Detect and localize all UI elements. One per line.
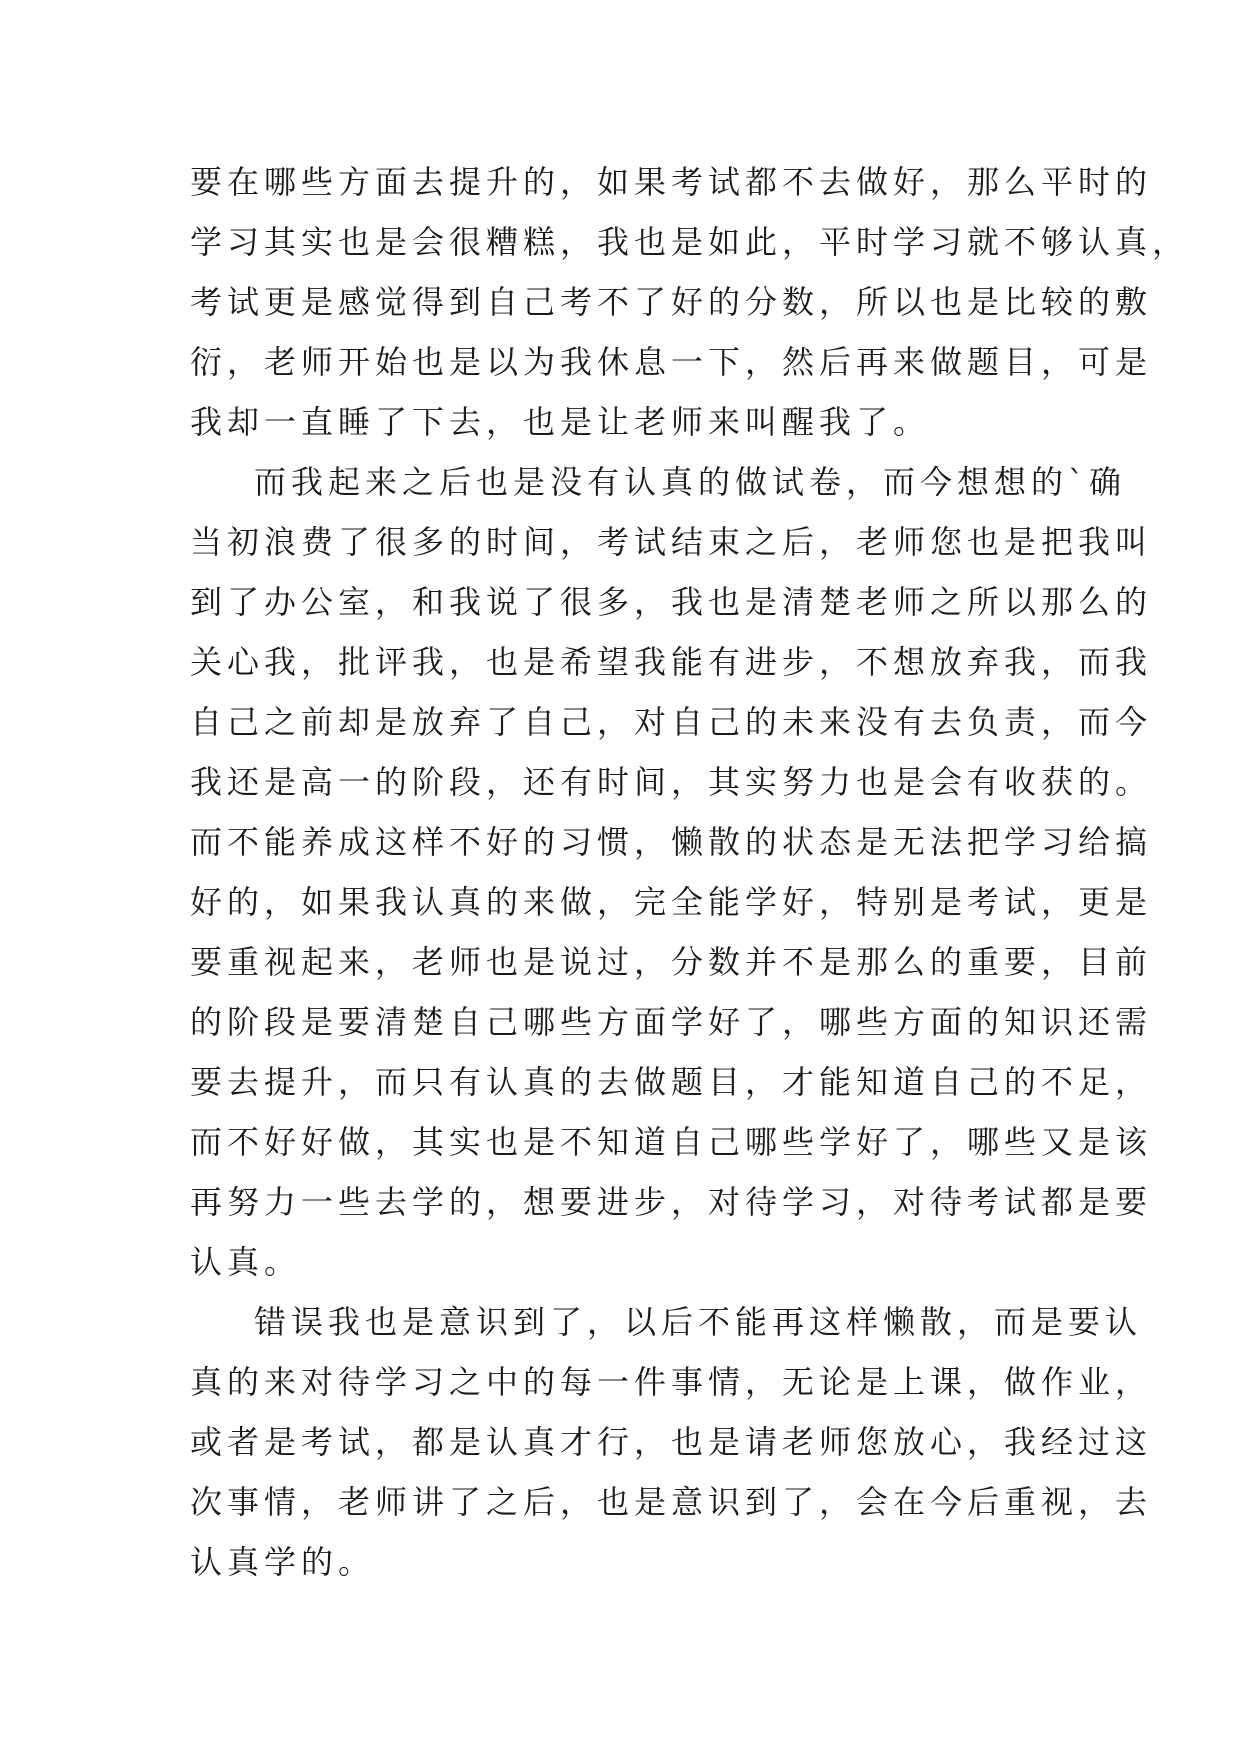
text-line: 错误我也是意识到了，以后不能再这样懒散，而是要认 (254, 1303, 1143, 1341)
text-line: 而我起来之后也是没有认真的做试卷，而今想想的`确 (254, 463, 1127, 501)
paragraph-3 (190, 1292, 1153, 1592)
text-line: 次事情，老师讲了之后，也是意识到了，会在今后重视，去 (190, 1483, 1153, 1521)
text-line: 而不好好做，其实也是不知道自己哪些学好了，哪些又是该 (190, 1123, 1153, 1161)
paragraph-1 (190, 152, 1190, 452)
text-line: 认真学的。 (190, 1543, 376, 1581)
text-line: 我还是高一的阶段，还有时间，其实努力也是会有收获的。 (190, 763, 1153, 801)
text-line: 考试更是感觉得到自己考不了好的分数，所以也是比较的敷 (190, 283, 1153, 321)
text-line: 的阶段是要清楚自己哪些方面学好了，哪些方面的知识还需 (190, 1003, 1153, 1041)
text-line: 当初浪费了很多的时间，考试结束之后，老师您也是把我叫 (190, 523, 1153, 561)
text-line: 好的，如果我认真的来做，完全能学好，特别是考试，更是 (190, 883, 1153, 921)
paragraph-2 (190, 452, 1153, 1292)
text-line: 要去提升，而只有认真的去做题目，才能知道自己的不足， (190, 1063, 1153, 1101)
text-line: 真的来对待学习之中的每一件事情，无论是上课，做作业， (190, 1363, 1153, 1401)
text-line: 要在哪些方面去提升的，如果考试都不去做好，那么平时的 (190, 163, 1153, 201)
text-line: 自己之前却是放弃了自己，对自己的未来没有去负责，而今 (190, 703, 1153, 741)
text-line: 或者是考试，都是认真才行，也是请老师您放心，我经过这 (190, 1423, 1153, 1461)
text-line: 认真。 (190, 1243, 302, 1281)
text-line: 衍，老师开始也是以为我休息一下，然后再来做题目，可是 (190, 343, 1153, 381)
text-line: 再努力一些去学的，想要进步，对待学习，对待考试都是要 (190, 1183, 1153, 1221)
text-line: 学习其实也是会很糟糕，我也是如此，平时学习就不够认真， (190, 223, 1190, 261)
text-line: 我却一直睡了下去，也是让老师来叫醒我了。 (190, 403, 931, 441)
text-line: 到了办公室，和我说了很多，我也是清楚老师之所以那么的 (190, 583, 1153, 621)
text-line: 要重视起来，老师也是说过，分数并不是那么的重要，目前 (190, 943, 1153, 981)
text-line: 关心我，批评我，也是希望我能有进步，不想放弃我，而我 (190, 643, 1153, 681)
document-body (190, 152, 1190, 1592)
text-line: 而不能养成这样不好的习惯，懒散的状态是无法把学习给搞 (190, 823, 1153, 861)
